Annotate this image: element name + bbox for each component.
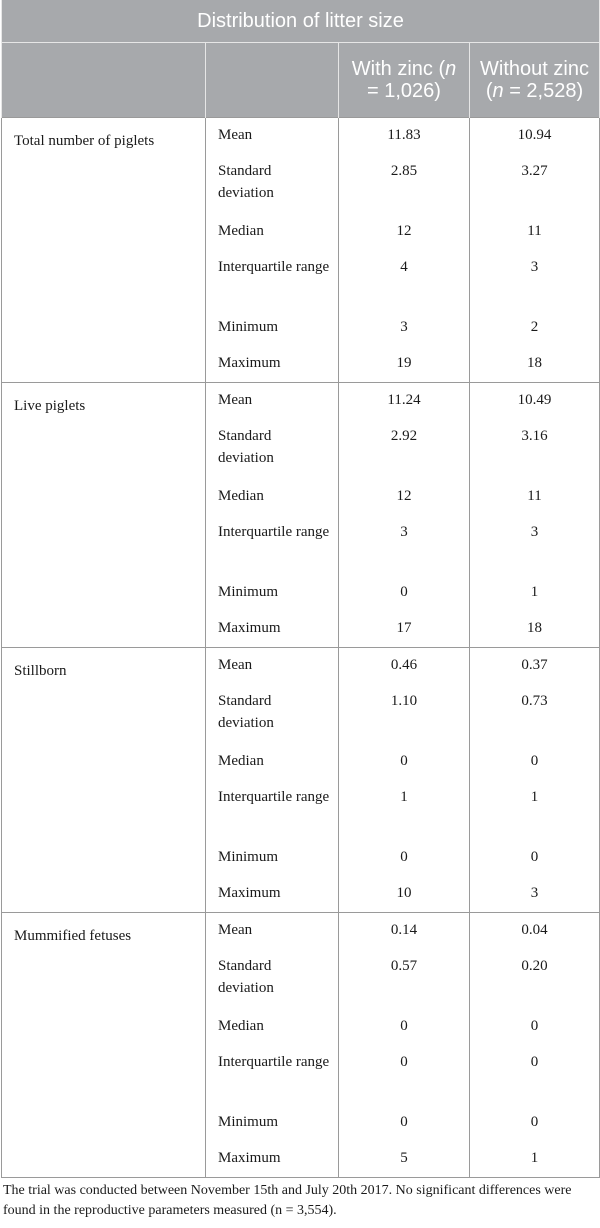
- without-zinc-value: 10.49: [470, 383, 600, 420]
- without-zinc-value: 3: [470, 515, 600, 575]
- with-zinc-value: 4: [339, 250, 470, 310]
- title-row: [2, 0, 600, 43]
- parameter-label: Maximum: [206, 611, 339, 648]
- with-zinc-value: 12: [339, 479, 470, 515]
- table-header: [2, 0, 600, 118]
- with-zinc-value: 0: [339, 840, 470, 876]
- with-zinc-value: 1.10: [339, 684, 470, 744]
- parameter-label: Standard deviation: [206, 684, 339, 744]
- with-zinc-value: 10: [339, 876, 470, 913]
- without-zinc-value: 0.73: [470, 684, 600, 744]
- with-zinc-value: 11.24: [339, 383, 470, 420]
- with-zinc-value: 0: [339, 575, 470, 611]
- with-zinc-value: 17: [339, 611, 470, 648]
- group-label: Mummified fetuses: [2, 913, 206, 1178]
- with-zinc-value: 0: [339, 1105, 470, 1141]
- without-zinc-value: 0: [470, 1045, 600, 1105]
- without-zinc-value: 0.37: [470, 648, 600, 685]
- with-zinc-value: 11.83: [339, 118, 470, 155]
- header-with-zinc-prefix: With zinc (: [351, 58, 446, 80]
- header-with-zinc-suffix: = 1,026): [367, 80, 441, 102]
- with-zinc-value: 19: [339, 346, 470, 383]
- without-zinc-value: 1: [470, 1141, 600, 1178]
- parameter-label: Median: [206, 214, 339, 250]
- table-row: [2, 648, 600, 685]
- parameter-label: Median: [206, 479, 339, 515]
- with-zinc-value: 0: [339, 1045, 470, 1105]
- without-zinc-value: 18: [470, 346, 600, 383]
- with-zinc-value: 1: [339, 780, 470, 840]
- parameter-label: Median: [206, 1009, 339, 1045]
- table-body: [2, 118, 600, 1178]
- header-with-zinc: [339, 43, 470, 118]
- parameter-label: Minimum: [206, 310, 339, 346]
- parameter-label: Maximum: [206, 346, 339, 383]
- with-zinc-value: 5: [339, 1141, 470, 1178]
- without-zinc-value: 11: [470, 214, 600, 250]
- parameter-label: Mean: [206, 913, 339, 950]
- with-zinc-value: 0.46: [339, 648, 470, 685]
- parameter-label: Maximum: [206, 876, 339, 913]
- without-zinc-value: 0: [470, 1009, 600, 1045]
- without-zinc-value: 1: [470, 780, 600, 840]
- litter-size-table: [1, 0, 600, 1178]
- parameter-label: Mean: [206, 648, 339, 685]
- with-zinc-value: 3: [339, 515, 470, 575]
- with-zinc-value: 0: [339, 744, 470, 780]
- with-zinc-value: 12: [339, 214, 470, 250]
- without-zinc-value: 3.27: [470, 154, 600, 214]
- column-header-row: [2, 43, 600, 118]
- parameter-label: Mean: [206, 118, 339, 155]
- parameter-label: Mean: [206, 383, 339, 420]
- table-footnote: The trial was conducted between November 15th and July 20th 2017. No significant differences were found in the reproductive parameters measured (n = 3,554).: [3, 1183, 572, 1218]
- with-zinc-value: 2.92: [339, 419, 470, 479]
- without-zinc-value: 11: [470, 479, 600, 515]
- header-blank-2: [206, 43, 339, 118]
- table-row: [2, 383, 600, 420]
- without-zinc-value: 18: [470, 611, 600, 648]
- without-zinc-value: 3: [470, 250, 600, 310]
- parameter-label: Minimum: [206, 1105, 339, 1141]
- header-without-zinc-suffix: = 2,528): [503, 80, 584, 102]
- with-zinc-value: 0: [339, 1009, 470, 1045]
- without-zinc-value: 0.20: [470, 949, 600, 1009]
- group-label: Live piglets: [2, 383, 206, 648]
- parameter-label: Maximum: [206, 1141, 339, 1178]
- parameter-label: Interquartile range: [206, 250, 339, 310]
- parameter-label: Minimum: [206, 840, 339, 876]
- without-zinc-value: 0: [470, 1105, 600, 1141]
- parameter-label: Minimum: [206, 575, 339, 611]
- without-zinc-value: 3: [470, 876, 600, 913]
- header-without-zinc: [470, 43, 600, 118]
- parameter-label: Median: [206, 744, 339, 780]
- header-blank-1: [2, 43, 206, 118]
- header-without-zinc-prefix: Without zinc (: [480, 58, 589, 102]
- parameter-label: Interquartile range: [206, 780, 339, 840]
- without-zinc-value: 0.04: [470, 913, 600, 950]
- parameter-label: Interquartile range: [206, 515, 339, 575]
- group-label: Total number of piglets: [2, 118, 206, 383]
- without-zinc-value: 10.94: [470, 118, 600, 155]
- parameter-label: Standard deviation: [206, 419, 339, 479]
- without-zinc-value: 0: [470, 744, 600, 780]
- header-with-zinc-n: n: [445, 58, 457, 80]
- with-zinc-value: 3: [339, 310, 470, 346]
- parameter-label: Standard deviation: [206, 949, 339, 1009]
- table-title: Distribution of litter size: [2, 0, 600, 43]
- without-zinc-value: 2: [470, 310, 600, 346]
- table-row: [2, 913, 600, 950]
- with-zinc-value: 0.57: [339, 949, 470, 1009]
- without-zinc-value: 0: [470, 840, 600, 876]
- group-label: Stillborn: [2, 648, 206, 913]
- header-without-zinc-n: n: [492, 80, 504, 102]
- table-page: [1, 0, 599, 1221]
- with-zinc-value: 0.14: [339, 913, 470, 950]
- table-row: [2, 118, 600, 155]
- with-zinc-value: 2.85: [339, 154, 470, 214]
- parameter-label: Interquartile range: [206, 1045, 339, 1105]
- without-zinc-value: 3.16: [470, 419, 600, 479]
- parameter-label: Standard deviation: [206, 154, 339, 214]
- without-zinc-value: 1: [470, 575, 600, 611]
